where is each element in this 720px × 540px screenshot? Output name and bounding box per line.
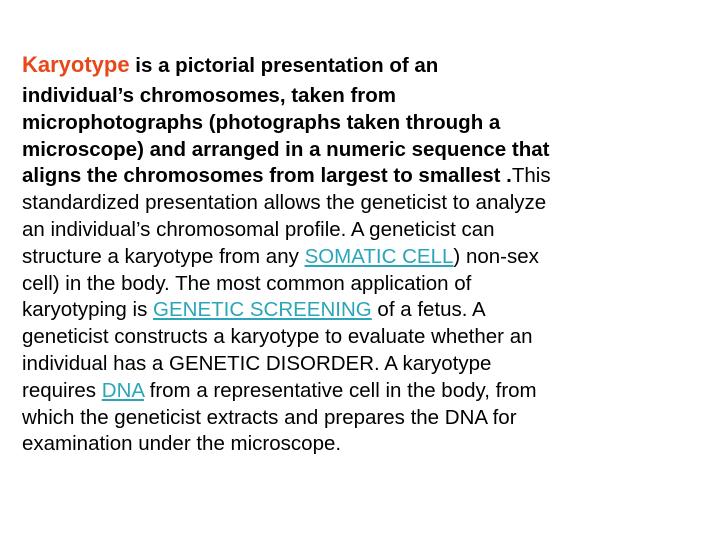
dna-link[interactable]: DNA: [101, 378, 144, 402]
text-line-14: which the geneticist extracts and prepares the DNA for: [22, 405, 517, 429]
text-line-11: geneticist constructs a karyotype to evaluate whether an: [22, 325, 533, 349]
term-karyotype: Karyotype: [22, 52, 130, 77]
text-genetic-post: of a fetus. A: [371, 298, 486, 322]
text-somatic-pre: structure a karyotype from any: [22, 244, 305, 268]
definition-line-4: microscope) and arranged in a numeric sequence that: [22, 137, 550, 161]
text-line-6: standardized presentation allows the geneticist to analyze: [22, 191, 547, 215]
line-1: [22, 48, 698, 83]
definition-line-2: individual’s chromosomes, taken from: [22, 84, 397, 107]
text-line-7: an individual’s chromosomal profile. A geneticist can: [22, 217, 495, 241]
definition-line-3: microphotographs (photographs taken through a: [22, 110, 501, 134]
definition-line-5: aligns the chromosomes from largest to smallest .: [22, 164, 512, 188]
text-line-12: individual has a GENETIC DISORDER. A karyotype: [22, 351, 492, 375]
text-line-15: examination under the microscope.: [22, 432, 342, 456]
text-line-9: cell) in the body. The most common application of: [22, 271, 472, 295]
definition-line-1: is a pictorial presentation of an: [129, 54, 439, 77]
text-dna-pre: requires: [22, 378, 102, 402]
line-5: [22, 163, 698, 190]
genetic-screening-link[interactable]: GENETIC SCREENING: [153, 298, 372, 322]
somatic-cell-link[interactable]: SOMATIC CELL: [304, 244, 454, 268]
text-dna-post: from a representative cell in the body, from: [143, 378, 537, 402]
text-somatic-post: ) non-sex: [453, 244, 539, 268]
slide-body: [22, 48, 698, 458]
line-13: [22, 378, 698, 405]
text-this: This: [511, 164, 551, 188]
line-10: [22, 297, 698, 324]
text-genetic-pre: karyotyping is: [22, 298, 154, 322]
line-8: [22, 244, 698, 271]
